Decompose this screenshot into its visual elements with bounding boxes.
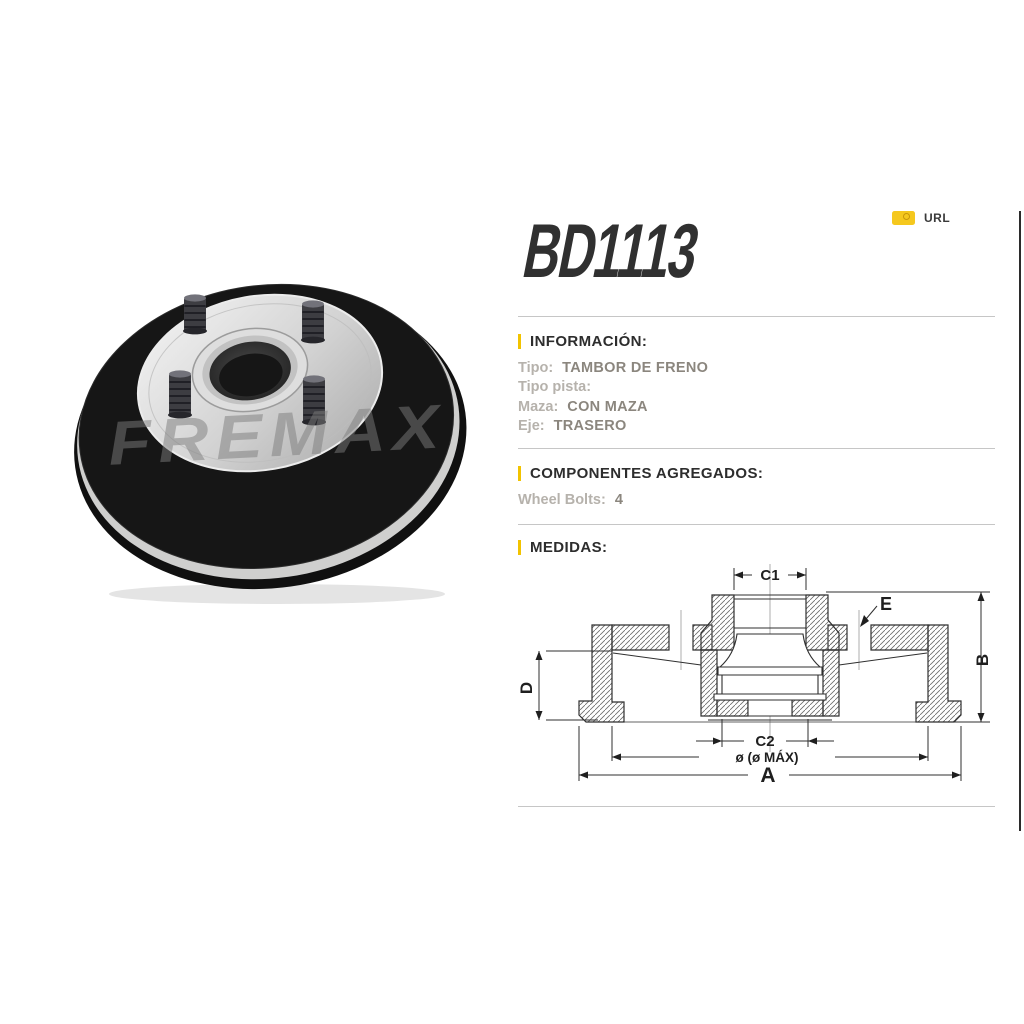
section-title: MEDIDAS: xyxy=(530,538,608,556)
page-title: BD1113 xyxy=(516,208,705,294)
section-header-informacion xyxy=(518,332,647,350)
row-label: Wheel Bolts: xyxy=(518,492,606,508)
info-row-maza xyxy=(518,398,988,417)
section-header-medidas xyxy=(518,538,607,556)
right-frame-border xyxy=(1019,211,1021,831)
row-value: TRASERO xyxy=(553,417,627,434)
product-photo xyxy=(55,258,485,613)
svg-text:ø (ø MÁX): ø (ø MÁX) xyxy=(735,750,799,765)
section-header-componentes xyxy=(518,464,763,482)
info-row-tipo-pista xyxy=(518,378,988,397)
wheel-stud xyxy=(301,300,325,343)
yellow-bar-icon xyxy=(518,466,521,481)
row-value: 4 xyxy=(614,492,624,508)
row-label: Maza: xyxy=(518,398,559,415)
medidas-diagram xyxy=(518,556,1006,805)
dim-E xyxy=(860,594,892,627)
componentes-rows xyxy=(518,491,988,510)
divider xyxy=(518,448,995,449)
yellow-bar-icon xyxy=(518,540,521,555)
svg-text:A: A xyxy=(760,764,776,787)
svg-text:D: D xyxy=(518,681,536,695)
url-link[interactable] xyxy=(892,209,950,227)
info-row-tipo xyxy=(518,359,988,378)
info-row-eje xyxy=(518,417,988,436)
url-label: URL xyxy=(924,211,951,225)
divider xyxy=(518,524,995,525)
wheel-stud xyxy=(183,294,207,334)
dim-C2 xyxy=(696,719,834,750)
row-label: Tipo pista: xyxy=(518,379,592,396)
informacion-rows xyxy=(518,359,988,436)
fremax-watermark: FREMAX xyxy=(106,394,408,479)
link-tag-icon xyxy=(892,211,915,225)
row-label: Eje: xyxy=(518,417,545,434)
brake-drum-photo-illustration xyxy=(55,258,485,608)
divider xyxy=(518,316,995,317)
row-value: CON MAZA xyxy=(567,398,648,415)
row-label: Tipo: xyxy=(518,360,554,376)
section-title: COMPONENTES AGREGADOS: xyxy=(530,464,764,482)
svg-text:C1: C1 xyxy=(760,567,780,584)
section-title: INFORMACIÓN: xyxy=(530,332,648,350)
svg-text:B: B xyxy=(973,653,992,667)
brake-drum-cross-section xyxy=(518,556,1006,800)
divider xyxy=(518,806,995,807)
comp-row-wheel-bolts xyxy=(518,491,988,510)
row-value: TAMBOR DE FRENO xyxy=(562,360,709,376)
svg-text:E: E xyxy=(879,594,893,614)
dim-B xyxy=(826,592,992,722)
svg-text:C2: C2 xyxy=(755,733,775,750)
yellow-bar-icon xyxy=(518,334,521,349)
